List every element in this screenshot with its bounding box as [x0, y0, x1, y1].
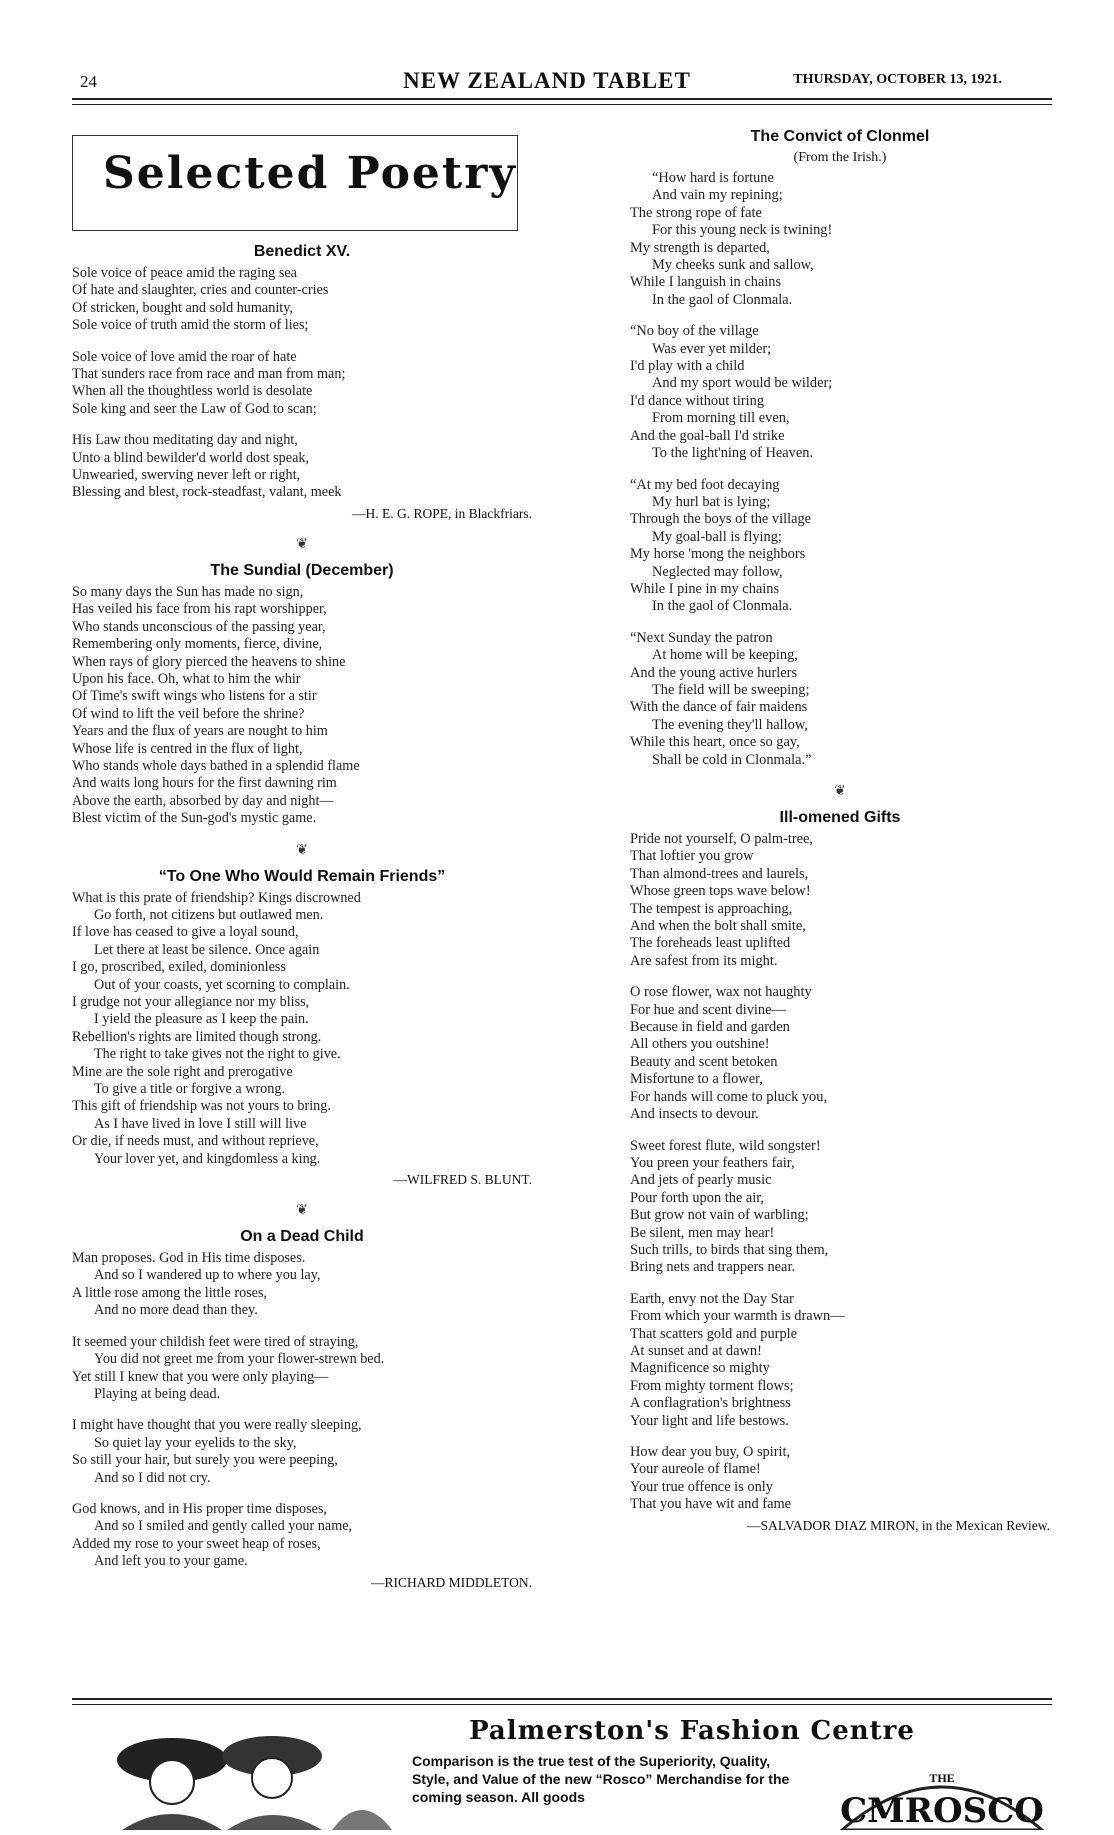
poem-line: From mighty torment flows;: [630, 1377, 794, 1394]
poem-line: For hue and scent divine—: [630, 1001, 786, 1018]
stanza: [630, 323, 1050, 462]
stanza: [630, 1138, 1050, 1277]
poem-line: Magnificence so mighty: [630, 1360, 770, 1377]
poem-line: That scatters gold and purple: [630, 1325, 798, 1342]
attribution-middleton: —RICHARD MIDDLETON.: [371, 1574, 532, 1590]
poem-line: Rebellion's rights are limited though strong.: [72, 1028, 322, 1045]
poem-line: Of Time's swift wings who listens for a stir: [72, 688, 317, 705]
poem-line: And no more dead than they.: [94, 1302, 258, 1319]
poem-line: I'd dance without tiring: [630, 392, 765, 409]
poem-line: And the goal-ball I'd strike: [630, 427, 785, 444]
ornament-icon: ❦: [296, 535, 308, 552]
stanza: [72, 1417, 532, 1487]
poem-line: Of wind to lift the veil before the shrine?: [72, 705, 305, 722]
attribution-miron: —SALVADOR DIAZ MIRON, in the Mexican Review.: [747, 1517, 1050, 1533]
poem-line: And insects to devour.: [630, 1106, 759, 1123]
poem-convict: [630, 170, 1050, 769]
stanza: [72, 265, 532, 335]
advert-title: Palmerston's Fashion Centre: [469, 1716, 915, 1746]
poem-line: My horse 'mong the neighbors: [630, 546, 806, 563]
advertisement: [72, 1710, 1052, 1830]
stanza: [72, 584, 532, 828]
poem-line: To the light'ning of Heaven.: [652, 445, 814, 462]
poem-line: Unto a blind bewilder'd world dost speak,: [72, 449, 310, 466]
ladies-illustration-icon: [102, 1720, 392, 1830]
poem-line: For hands will come to pluck you,: [630, 1088, 828, 1105]
poem-line: That sunders race from race and man from man;: [72, 366, 346, 383]
poem-line: At home will be keeping,: [652, 647, 798, 664]
left-column: [72, 135, 532, 1591]
poem-line: The right to take gives not the right to give.: [94, 1046, 341, 1063]
poem-line: Pour forth upon the air,: [630, 1189, 765, 1206]
poem-line: That loftier you grow: [630, 848, 754, 865]
poem-line: And so I did not cry.: [94, 1469, 211, 1486]
poem-title-benedict: Benedict XV.: [253, 243, 351, 260]
poem-line: I grudge not your allegiance nor my bliss,: [72, 994, 310, 1010]
poem-title-ill-omened: Ill-omened Gifts: [779, 809, 901, 826]
poem-line: Years and the flux of years are nought to him: [72, 723, 328, 740]
poem-line: And the young active hurlers: [630, 664, 798, 681]
poem-line: His Law thou meditating day and night,: [72, 432, 298, 449]
poem-line: Are safest from its might.: [630, 952, 778, 969]
stanza: [630, 831, 1050, 970]
stanza: [630, 170, 1050, 309]
poem-line: I go, proscribed, exiled, dominionless: [72, 959, 286, 976]
stanza: [630, 1444, 1050, 1514]
poem-line: My cheeks sunk and sallow,: [652, 257, 814, 274]
poem-line: Added my rose to your sweet heap of roses,: [72, 1535, 321, 1552]
poem-line: At sunset and at dawn!: [630, 1342, 762, 1359]
poem-line: Beauty and scent betoken: [630, 1053, 778, 1070]
poem-line: Shall be cold in Clonmala.”: [652, 751, 812, 768]
poem-title-friends: “To One Who Would Remain Friends”: [158, 867, 446, 885]
ornament-icon: ❦: [296, 1202, 308, 1219]
poem-line: The tempest is approaching,: [630, 900, 793, 917]
poem-line: O rose flower, wax not haughty: [630, 984, 812, 1001]
poem-sundial: [72, 584, 532, 828]
poem-benedict: [72, 265, 532, 502]
banner-title: Selected Poetry: [103, 148, 517, 199]
poem-line: “At my bed foot decaying: [630, 476, 780, 493]
poem-line: Who stands unconscious of the passing year,: [72, 618, 326, 635]
poem-line: From morning till even,: [652, 410, 790, 427]
poem-line: And when the bolt shall smite,: [630, 918, 806, 935]
poem-line: Or die, if needs must, and without reprieve,: [72, 1133, 319, 1150]
poem-line: The field will be sweeping;: [652, 681, 810, 698]
poem-line: Remembering only moments, fierce, divine,: [72, 636, 323, 653]
poem-line: Sole voice of love amid the roar of hate: [72, 348, 297, 365]
poem-line: It seemed your childish feet were tired of straying,: [72, 1333, 359, 1350]
poem-line: I might have thought that you were really sleeping,: [72, 1417, 362, 1434]
poem-line: What is this prate of friendship? Kings discrowned: [72, 889, 361, 906]
logo-text: CMROSCO: [840, 1791, 1044, 1830]
poem-line: And left you to your game.: [94, 1553, 248, 1570]
poem-line: Above the earth, absorbed by day and night—: [72, 792, 334, 809]
poem-line: So quiet lay your eyelids to the sky,: [94, 1434, 297, 1451]
poem-ill-omened: [630, 831, 1050, 1514]
poem-line: This gift of friendship was not yours to bring.: [72, 1098, 331, 1115]
poem-line: Through the boys of the village: [630, 511, 812, 528]
poem-line: Let there at least be silence. Once again: [94, 941, 320, 958]
poem-line: Out of your coasts, yet scorning to complain.: [94, 976, 350, 993]
poem-line: You did not greet me from your flower-strewn bed.: [94, 1351, 385, 1368]
poem-line: Such trills, to birds that sing them,: [630, 1241, 829, 1258]
page-header: [72, 68, 1022, 94]
poem-line: You preen your feathers fair,: [630, 1154, 795, 1171]
poem-line: “No boy of the village: [630, 323, 759, 340]
poem-line: To give a title or forgive a wrong.: [94, 1081, 286, 1098]
poem-line: Playing at being dead.: [94, 1385, 221, 1402]
rosco-logo: [832, 1754, 1052, 1830]
stanza: [72, 349, 532, 419]
poem-line: Your aureole of flame!: [630, 1461, 761, 1478]
issue-date: THURSDAY, OCTOBER 13, 1921.: [793, 72, 1002, 87]
poem-title-dead-child: On a Dead Child: [240, 1228, 364, 1246]
advert-rule-thin: [72, 1704, 1052, 1705]
poem-line: Bring nets and trappers near.: [630, 1259, 796, 1276]
poem-title-convict: The Convict of Clonmel: [750, 128, 930, 145]
page-number: 24: [80, 72, 97, 91]
poem-line: Who stands whole days bathed in a splendid flame: [72, 757, 360, 774]
stanza: [72, 1250, 532, 1320]
poem-line: Go forth, not citizens but outlawed men.: [94, 906, 324, 923]
attribution-rope: —H. E. G. ROPE, in Blackfriars.: [352, 505, 532, 521]
poem-line: Your light and life bestows.: [630, 1412, 789, 1429]
poem-line: Blessing and blest, rock-steadfast, valant, meek: [72, 484, 342, 501]
poem-line: Be silent, men may hear!: [630, 1224, 775, 1241]
poem-line: And so I smiled and gently called your name,: [94, 1518, 353, 1535]
poem-line: Your true offence is only: [630, 1478, 773, 1495]
logo-small-text: THE: [929, 1771, 955, 1785]
poem-friends: [72, 890, 532, 1169]
poem-subtitle: (From the Irish.): [793, 150, 887, 165]
poem-line: And jets of pearly music: [630, 1172, 772, 1189]
stanza: [72, 1334, 532, 1404]
poem-line: In the gaol of Clonmala.: [652, 598, 793, 615]
poem-line: God knows, and in His proper time disposes,: [72, 1500, 327, 1517]
poem-line: When rays of glory pierced the heavens to shine: [72, 653, 346, 670]
poem-line: Whose green tops wave below!: [630, 883, 811, 900]
poem-line: And my sport would be wilder;: [652, 375, 833, 392]
poem-line: Sole king and seer the Law of God to scan;: [72, 400, 317, 417]
poem-line: The evening they'll hallow,: [652, 716, 808, 733]
ornament-icon: ❦: [834, 783, 846, 799]
poem-line: If love has ceased to give a loyal sound,: [72, 924, 299, 941]
poem-line: Sole voice of peace amid the raging sea: [72, 265, 297, 281]
poem-line: Pride not yourself, O palm-tree,: [630, 831, 814, 847]
poem-line: So still your hair, but surely you were peeping,: [72, 1452, 338, 1469]
poem-line: I'd play with a child: [630, 358, 745, 375]
stanza: [72, 1501, 532, 1571]
poem-line: Was ever yet milder;: [652, 340, 772, 357]
poem-line: A conflagration's brightness: [630, 1395, 791, 1412]
poem-line: Of stricken, bought and sold humanity,: [72, 299, 293, 316]
poem-line: And waits long hours for the first dawning rim: [72, 775, 337, 792]
poem-line: From which your warmth is drawn—: [630, 1308, 845, 1325]
poem-line: With the dance of fair maidens: [630, 699, 808, 716]
poem-line: How dear you buy, O spirit,: [630, 1444, 791, 1460]
stanza: [630, 984, 1050, 1123]
poem-line: While this heart, once so gay,: [630, 734, 800, 751]
poem-line: But grow not vain of warbling;: [630, 1207, 809, 1224]
poem-line: All others you outshine!: [630, 1036, 770, 1053]
poem-line: As I have lived in love I still will live: [94, 1115, 307, 1132]
poem-line: Because in field and garden: [630, 1019, 790, 1036]
poem-line: My goal-ball is flying;: [652, 528, 782, 545]
poem-line: Of hate and slaughter, cries and counter-cries: [72, 282, 329, 299]
stanza: [72, 432, 532, 502]
poem-line: Sole voice of truth amid the storm of lies;: [72, 317, 309, 334]
poem-line: My strength is departed,: [630, 239, 770, 256]
poem-line: So many days the Sun has made no sign,: [72, 583, 304, 600]
poem-line: The foreheads least uplifted: [630, 935, 791, 952]
poem-line: A little rose among the little roses,: [72, 1284, 268, 1301]
ornament-icon: ❦: [296, 841, 308, 858]
poem-line: Unwearied, swerving never left or right,: [72, 467, 301, 484]
poem-line: And vain my repining;: [652, 187, 783, 204]
advert-rule: [72, 1698, 1052, 1700]
publication-title: NEW ZEALAND TABLET: [403, 68, 691, 93]
poem-line: When all the thoughtless world is desolate: [72, 383, 313, 400]
stanza: [630, 630, 1050, 769]
poem-line: “Next Sunday the patron: [630, 629, 773, 646]
stanza: [630, 477, 1050, 616]
poem-line: While I pine in my chains: [630, 580, 780, 597]
poem-line: I yield the pleasure as I keep the pain.: [94, 1011, 309, 1028]
poem-line: Mine are the sole right and prerogative: [72, 1063, 293, 1080]
advert-text: Comparison is the true test of the Superiority, Quality, Style, and Value of the new “Rosco” Merchandise for the coming season. All goods: [412, 1753, 790, 1805]
right-column: [630, 128, 1050, 1534]
poem-line: Sweet forest flute, wild songster!: [630, 1137, 821, 1154]
poem-line: Blest victim of the Sun-god's mystic game.: [72, 810, 317, 827]
poem-line: In the gaol of Clonmala.: [652, 291, 793, 308]
stanza: [72, 890, 532, 1169]
poem-line: Earth, envy not the Day Star: [630, 1290, 794, 1307]
poem-line: Yet still I knew that you were only playing—: [72, 1368, 329, 1385]
poem-line: Has veiled his face from his rapt worshipper,: [72, 601, 327, 618]
attribution-blunt: —WILFRED S. BLUNT.: [393, 1172, 532, 1188]
poem-dead-child: [72, 1250, 532, 1571]
poem-line: Neglected may follow,: [652, 563, 783, 580]
selected-poetry-banner: [72, 135, 518, 231]
poem-line: Upon his face. Oh, what to him the whir: [72, 670, 301, 687]
poem-line: That you have wit and fame: [630, 1496, 792, 1513]
poem-line: “How hard is fortune: [652, 170, 774, 186]
poem-line: Whose life is centred in the flux of light,: [72, 740, 303, 757]
header-rule-thin: [72, 104, 1052, 105]
poem-line: Your lover yet, and kingdomless a king.: [94, 1150, 321, 1167]
poem-line: Than almond-trees and laurels,: [630, 865, 809, 882]
poem-line: The strong rope of fate: [630, 204, 762, 221]
poem-line: For this young neck is twining!: [652, 222, 833, 239]
poem-line: And so I wandered up to where you lay,: [94, 1267, 321, 1284]
stanza: [630, 1291, 1050, 1430]
poem-line: While I languish in chains: [630, 274, 782, 291]
header-rule: [72, 98, 1052, 100]
poem-title-sundial: The Sundial (December): [210, 561, 394, 579]
poem-line: My hurl bat is lying;: [652, 493, 771, 510]
poem-line: Man proposes. God in His time disposes.: [72, 1250, 306, 1267]
poem-line: Misfortune to a flower,: [630, 1071, 763, 1088]
